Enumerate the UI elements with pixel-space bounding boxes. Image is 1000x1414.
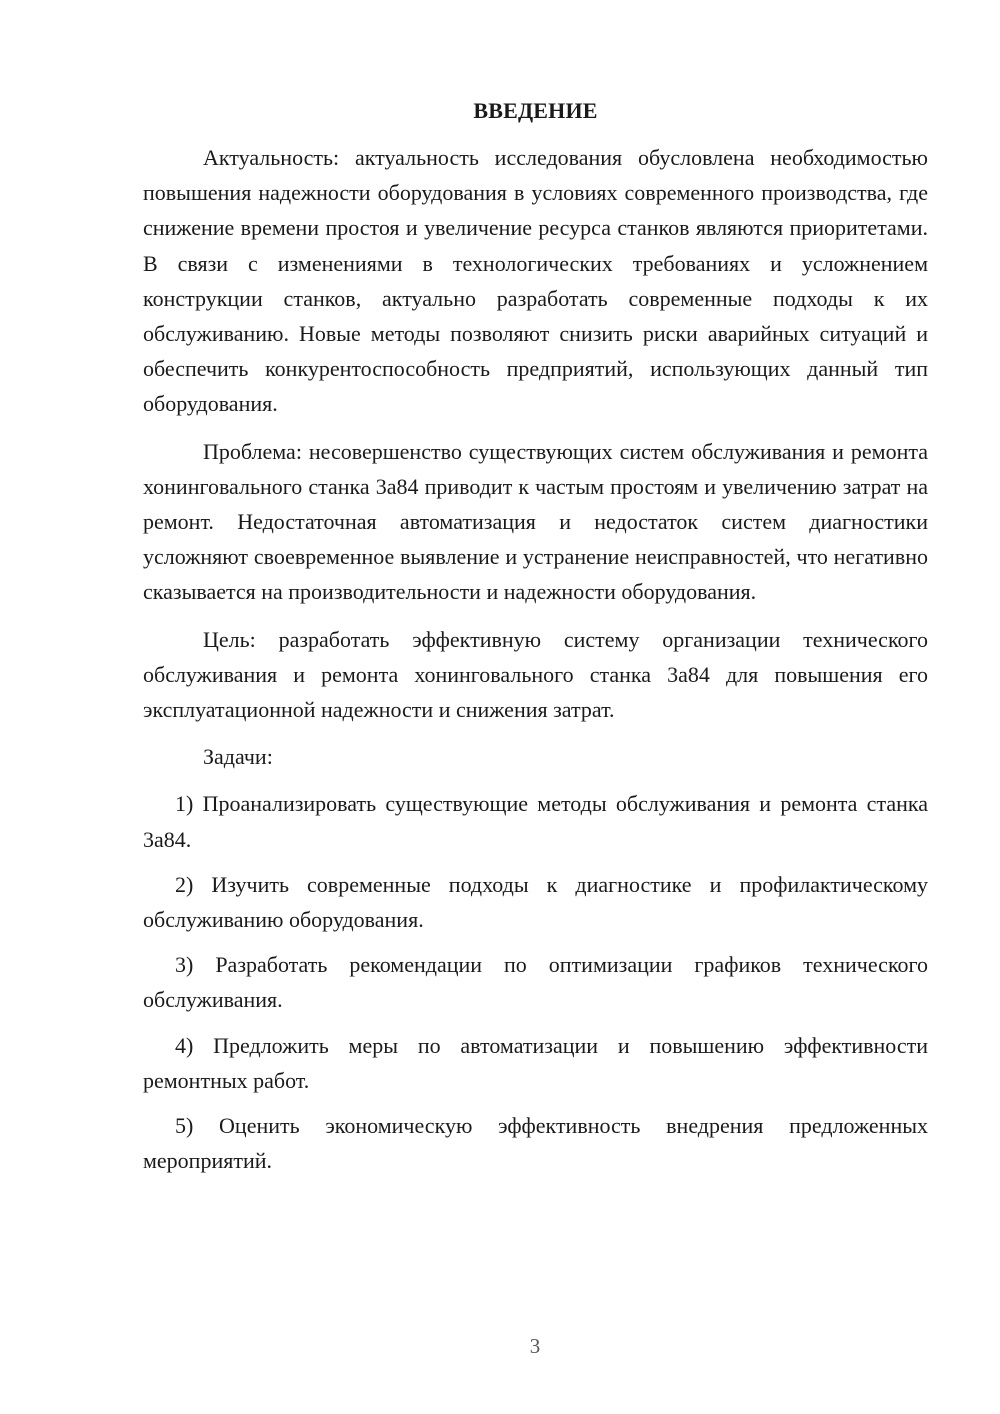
- task-item-3: 3) Разработать рекомендации по оптимизации графиков технического обслуживания.: [143, 952, 928, 1013]
- document-page: [143, 93, 928, 1178]
- paragraph-problem: Проблема: несовершенство существующих систем обслуживания и ремонта хонинговального станка 3а84 приводит к частым простоям и увеличению затрат на ремонт. Недостаточная автоматизация и недостаток систем диагностики усложняют своевременное выявление и устранение неисправностей, что негативно сказывается на производительности и надежности оборудования.: [143, 438, 928, 605]
- task-item-1: 1) Проанализировать существующие методы обслуживания и ремонта станка 3а84.: [143, 791, 928, 852]
- section-title: ВВЕДЕНИЕ: [473, 98, 598, 123]
- paragraph-goal: Цель: разработать эффективную систему организации технического обслуживания и ремонта хонинговального станка 3а84 для повышения его эксплуатационной надежности и снижения затрат.: [143, 626, 928, 723]
- paragraph-tasks-heading: Задачи:: [203, 744, 273, 770]
- paragraph-relevance: Актуальность: актуальность исследования обусловлена необходимостью повышения надежности оборудования в условиях современного производства, где снижение времени простоя и увеличение ресурса станков являются приоритетами. В связи с изменениями в технологических требованиях и усложнением конструкции станков, актуально разработать современные подходы к их обслуживанию. Новые методы позволяют снизить риски аварийных ситуаций и обеспечить конкурентоспособность предприятий, использующих данный тип оборудования.: [143, 145, 928, 417]
- task-item-2: 2) Изучить современные подходы к диагностике и профилактическому обслуживанию оборудования.: [143, 871, 928, 933]
- task-item-5: 5) Оценить экономическую эффективность внедрения предложенных мероприятий.: [143, 1113, 928, 1174]
- task-item-4: 4) Предложить меры по автоматизации и повышению эффективности ремонтных работ.: [143, 1032, 928, 1093]
- page-number: 3: [529, 1334, 541, 1358]
